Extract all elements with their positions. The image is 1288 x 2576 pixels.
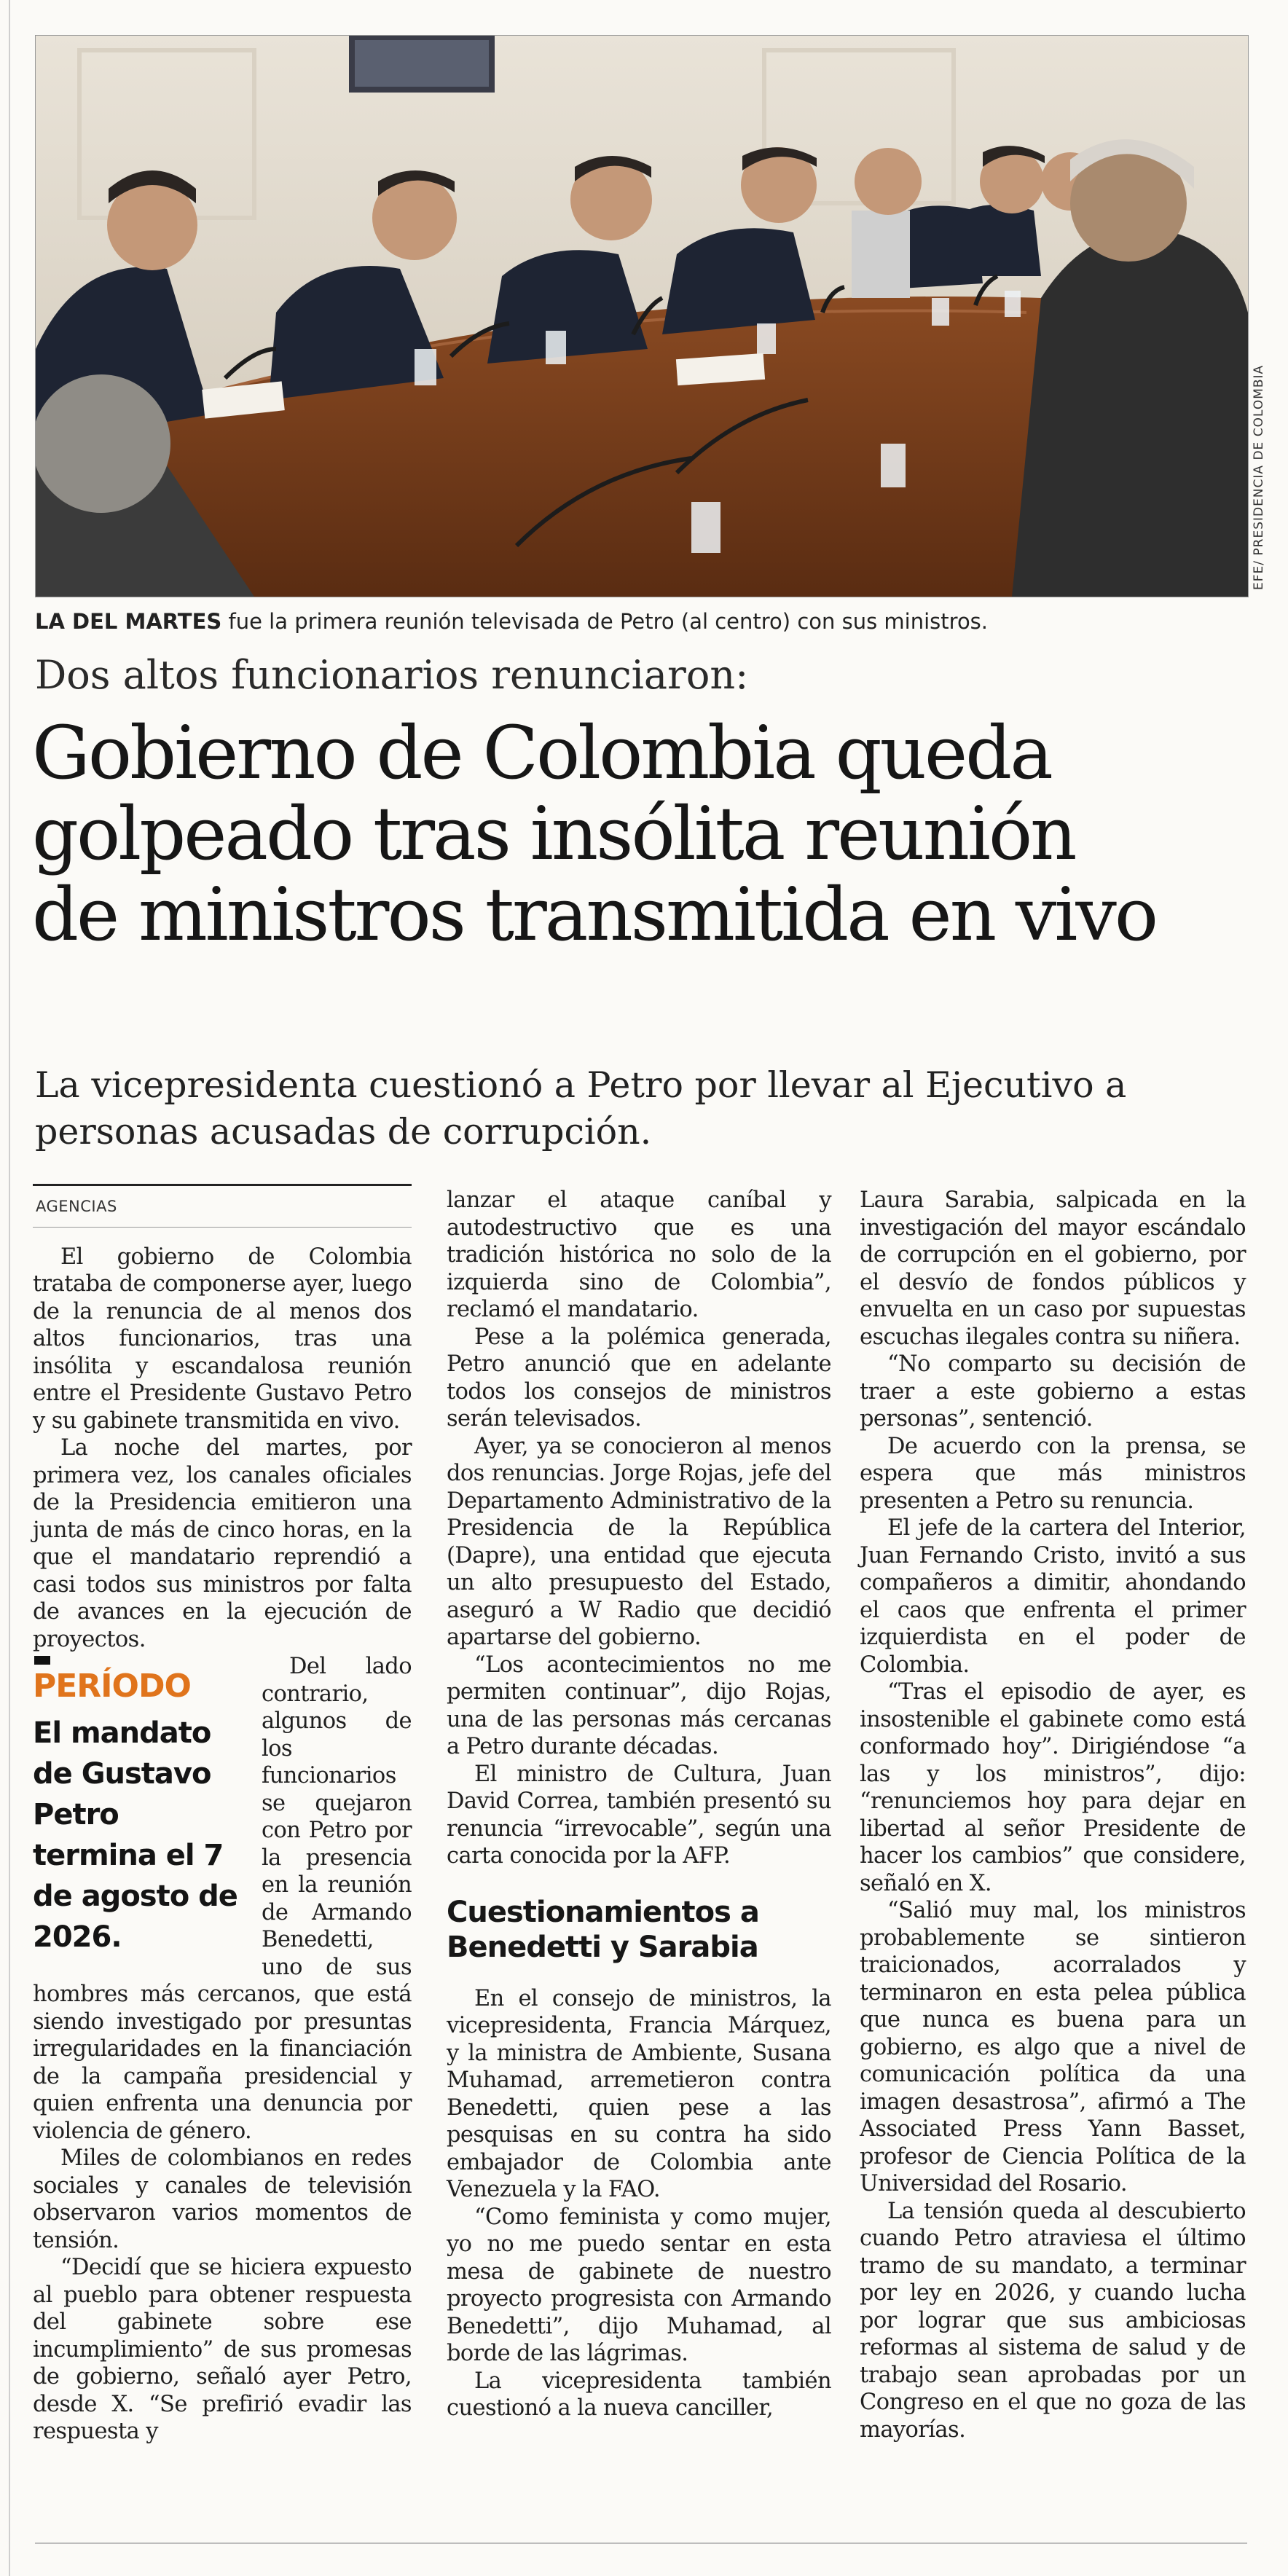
paragraph: “No comparto su decisión de traer a este gobierno a estas personas”, sentenció. [860,1351,1246,1432]
paragraph: La noche del martes, por primera vez, los canales oficiales de la Presidencia emitieron una junta de más de cinco horas, en la que el mandatario reprendió a casi todos sus ministros por falta de avances en la ejecución de proyectos. [33,1435,412,1652]
article-column-2 [447,1187,831,2422]
paragraph: Pese a la polémica generada, Petro anunció que en adelante todos los consejos de ministros serán televisados. [447,1324,831,1432]
paragraph: El jefe de la cartera del Interior, Juan Fernando Cristo, invitó a sus compañeros a dimitir, ahondando el caos que enfrenta el primer izquierdista en el poder de Colombia. [860,1515,1246,1678]
cabinet-meeting-photo [35,35,1249,597]
paragraph: “Los acontecimientos no me permiten continuar”, dijo Rojas, una de las personas más cercanas a Petro durante décadas. [447,1652,831,1759]
caption-text: fue la primera reunión televisada de Petro (al centro) con sus ministros. [221,609,989,634]
article-kicker: Dos altos funcionarios renunciaron: [35,652,749,698]
paragraph: “Como feminista y como mujer, yo no me puedo sentar en esta mesa de gabinete de nuestro proyecto progresista con Armando Benedetti”, dijo Muhamad, al borde de las lágrimas. [447,2204,831,2366]
page-edge-rule [9,0,10,2576]
paragraph: lanzar el ataque caníbal y autodestructivo que es una tradición histórica no solo de la izquierda sino de Colombia”, reclamó el mandatario. [447,1187,831,1322]
paragraph: La tensión queda al descubierto cuando Petro atraviesa el último tramo de su mandato, a terminar por ley en 2026, y cuando lucha por lograr que sus ambiciosas reformas al sistema de salud y de trabajo sean aprobadas por un Congreso en el que no goza de las mayorías. [860,2198,1246,2443]
section-subhead: Cuestionamientos a Benedetti y Sarabia [447,1895,759,1964]
photo-credit: EFE/ PRESIDENCIA DE COLOMBIA [1252,364,1266,590]
paragraph: La vicepresidenta también cuestionó a la nueva canciller, [447,2368,831,2421]
paragraph: Laura Sarabia, salpicada en la investigación del mayor escándalo de corrupción en el gobierno, por el desvío de fondos públicos y envuelta en un caso por supuestas escuchas ilegales contra su niñera. [860,1187,1246,1350]
page-bottom-rule [35,2542,1247,2544]
deck-line: personas acusadas de corrupción. [35,1111,652,1152]
sidebar-text: El mandato de Gustavo Petro termina el 7 de agosto de 2026. [33,1716,237,1954]
paragraph: “Decidí que se hiciera expuesto al pueblo para obtener respuesta del gabinete sobre ese incumplimiento” de sus promesas de gobierno, señaló ayer Petro, desde X. “Se prefirió evadir las respuesta y [33,2255,412,2444]
paragraph: Del lado contrario, algunos de los funcionarios se quejaron con Petro por la presencia en la reunión de Armando Benedetti, uno de sus hombres más cercanos, que está siendo investigado por presuntas irregularidades en la financiación de la campaña presidencial y quien enfrenta una denuncia por violencia de género. [33,1654,412,2144]
paragraph: Miles de colombianos en redes sociales y canales de televisión observaron varios momentos de tensión. [33,2145,412,2253]
caption-lead: LA DEL MARTES [35,609,222,634]
period-sidebar [33,1656,251,1957]
headline-line: golpeado tras insólita reunión [32,791,1075,876]
byline: AGENCIAS [33,1184,412,1228]
meeting-photo-icon [36,36,1248,597]
article-column-1 [33,1184,412,2446]
headline-line: Gobierno de Colombia queda [32,710,1051,796]
photo-caption [35,609,1244,634]
deck-line: La vicepresidenta cuestionó a Petro por llevar al Ejecutivo a [35,1064,1127,1106]
paragraph: De acuerdo con la prensa, se espera que más ministros presenten a Petro su renuncia. [860,1433,1246,1514]
article-headline [32,712,1256,955]
paragraph: En el consejo de ministros, la vicepresidenta, Francia Márquez, y la ministra de Ambiente, Susana Muhamad, arremetieron contra Benedetti, quien pese a las pesquisas en su contra ha sido embajador de Colombia ante Venezuela y la FAO. [447,1985,831,2202]
paragraph: El ministro de Cultura, Juan David Correa, también presentó su renuncia “irrevocable”, según una carta conocida por la AFP. [447,1761,831,1869]
paragraph: El gobierno de Colombia trataba de componerse ayer, luego de la renuncia de al menos dos altos funcionarios, tras una insólita y escandalosa reunión entre el Presidente Gustavo Petro y su gabinete transmitida en vivo. [33,1244,412,1434]
sidebar-label: PERÍODO [33,1668,191,1705]
paragraph: Ayer, ya se conocieron al menos dos renuncias. Jorge Rojas, jefe del Departamento Administrativo de la Presidencia de la República (Dapre), una entidad que ejecuta un alto presupuesto del Estado, aseguró a W Radio que decidió apartarse del gobierno. [447,1433,831,1650]
paragraph: “Tras el episodio de ayer, es insostenible el gabinete como está conformado hoy”. Dirigiéndose “a las y los ministros”, dijo: “renunciemos hoy para dejar en libertad al señor Presidente de hacer los cambios” que considere, señaló en X. [860,1679,1246,1896]
headline-line: de ministros transmitida en vivo [32,872,1157,957]
paragraph: “Salió muy mal, los ministros probablemente se sintieron traicionados, acorralados y terminaron en esta pelea pública que nunca es buena para un gobierno, es algo que a nivel de comunicación política da una imagen desastrosa”, afirmó a The Associated Press Yann Basset, profesor de Ciencia Política de la Universidad del Rosario. [860,1898,1246,2196]
article-column-3 [860,1187,1246,2443]
sidebar-marker [34,1656,50,1665]
article-deck [35,1062,1259,1155]
